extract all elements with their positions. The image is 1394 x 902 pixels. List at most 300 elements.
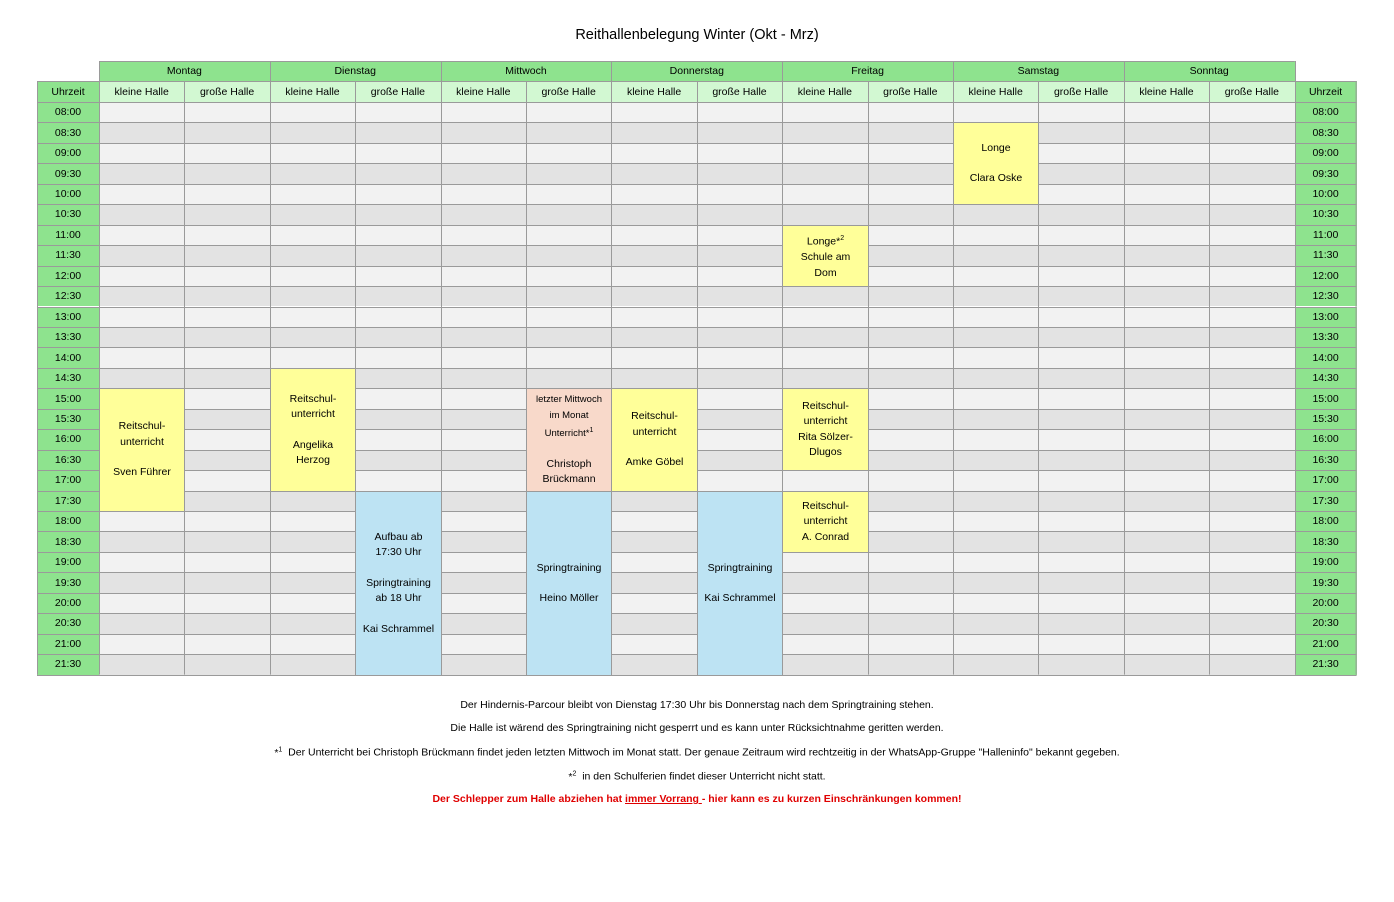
time-slot[interactable] [441, 245, 526, 265]
time-slot[interactable] [355, 225, 440, 245]
time-slot[interactable] [526, 225, 611, 245]
time-slot[interactable] [184, 613, 269, 633]
time-slot[interactable] [270, 143, 355, 163]
time-slot[interactable] [355, 245, 440, 265]
time-slot[interactable] [355, 470, 440, 490]
time-slot[interactable] [526, 347, 611, 367]
time-slot[interactable] [611, 347, 696, 367]
time-slot[interactable] [270, 491, 355, 511]
time-slot[interactable] [1038, 531, 1123, 551]
time-slot[interactable] [1209, 102, 1294, 122]
time-slot[interactable] [441, 184, 526, 204]
time-slot[interactable] [184, 470, 269, 490]
time-slot[interactable] [611, 593, 696, 613]
time-slot[interactable] [868, 634, 953, 654]
time-slot[interactable] [953, 429, 1038, 449]
time-slot[interactable] [1209, 429, 1294, 449]
time-slot[interactable] [953, 286, 1038, 306]
time-slot[interactable] [441, 470, 526, 490]
time-slot[interactable] [1038, 593, 1123, 613]
time-slot[interactable] [697, 307, 782, 327]
time-slot[interactable] [526, 143, 611, 163]
time-slot[interactable] [355, 204, 440, 224]
time-slot[interactable] [99, 266, 184, 286]
time-slot[interactable] [99, 102, 184, 122]
event-dienstag-springtraining[interactable] [355, 491, 442, 676]
time-slot[interactable] [355, 286, 440, 306]
time-slot[interactable] [184, 552, 269, 572]
time-slot[interactable] [270, 122, 355, 142]
time-slot[interactable] [1038, 491, 1123, 511]
time-slot[interactable] [611, 572, 696, 592]
time-slot[interactable] [611, 204, 696, 224]
time-slot[interactable] [1209, 593, 1294, 613]
time-slot[interactable] [611, 491, 696, 511]
time-slot[interactable] [697, 347, 782, 367]
time-slot[interactable] [99, 347, 184, 367]
time-slot[interactable] [611, 184, 696, 204]
time-slot[interactable] [868, 122, 953, 142]
time-slot[interactable] [782, 613, 867, 633]
time-slot[interactable] [697, 102, 782, 122]
time-slot[interactable] [99, 593, 184, 613]
time-slot[interactable] [953, 572, 1038, 592]
time-slot[interactable] [611, 163, 696, 183]
time-slot[interactable] [441, 327, 526, 347]
time-slot[interactable] [526, 327, 611, 347]
time-slot[interactable] [868, 531, 953, 551]
time-slot[interactable] [782, 143, 867, 163]
time-slot[interactable] [953, 102, 1038, 122]
time-slot[interactable] [1038, 613, 1123, 633]
time-slot[interactable] [441, 307, 526, 327]
time-slot[interactable] [697, 286, 782, 306]
time-slot[interactable] [782, 204, 867, 224]
time-slot[interactable] [441, 531, 526, 551]
time-slot[interactable] [270, 266, 355, 286]
time-slot[interactable] [868, 613, 953, 633]
time-slot[interactable] [184, 572, 269, 592]
time-slot[interactable] [1124, 429, 1209, 449]
time-slot[interactable] [184, 409, 269, 429]
time-slot[interactable] [184, 122, 269, 142]
time-slot[interactable] [1038, 368, 1123, 388]
event-montag-reitschule[interactable] [99, 388, 185, 512]
time-slot[interactable] [697, 184, 782, 204]
time-slot[interactable] [1124, 572, 1209, 592]
time-slot[interactable] [355, 102, 440, 122]
time-slot[interactable] [526, 368, 611, 388]
time-slot[interactable] [697, 245, 782, 265]
time-slot[interactable] [1038, 470, 1123, 490]
time-slot[interactable] [611, 511, 696, 531]
time-slot[interactable] [99, 245, 184, 265]
time-slot[interactable] [953, 654, 1038, 674]
time-slot[interactable] [868, 102, 953, 122]
time-slot[interactable] [270, 593, 355, 613]
time-slot[interactable] [526, 307, 611, 327]
time-slot[interactable] [1038, 572, 1123, 592]
time-slot[interactable] [611, 225, 696, 245]
time-slot[interactable] [697, 327, 782, 347]
time-slot[interactable] [526, 184, 611, 204]
time-slot[interactable] [1209, 307, 1294, 327]
time-slot[interactable] [1124, 470, 1209, 490]
time-slot[interactable] [99, 531, 184, 551]
time-slot[interactable] [1209, 470, 1294, 490]
time-slot[interactable] [868, 143, 953, 163]
time-slot[interactable] [441, 654, 526, 674]
time-slot[interactable] [953, 347, 1038, 367]
time-slot[interactable] [184, 225, 269, 245]
event-samstag-longe[interactable] [953, 122, 1039, 205]
time-slot[interactable] [953, 613, 1038, 633]
time-slot[interactable] [355, 409, 440, 429]
time-slot[interactable] [1209, 143, 1294, 163]
time-slot[interactable] [441, 511, 526, 531]
time-slot[interactable] [782, 347, 867, 367]
time-slot[interactable] [1038, 245, 1123, 265]
time-slot[interactable] [868, 593, 953, 613]
time-slot[interactable] [441, 143, 526, 163]
time-slot[interactable] [1209, 572, 1294, 592]
time-slot[interactable] [953, 470, 1038, 490]
time-slot[interactable] [953, 531, 1038, 551]
time-slot[interactable] [184, 347, 269, 367]
time-slot[interactable] [355, 327, 440, 347]
time-slot[interactable] [1124, 654, 1209, 674]
time-slot[interactable] [441, 593, 526, 613]
time-slot[interactable] [697, 163, 782, 183]
time-slot[interactable] [868, 347, 953, 367]
time-slot[interactable] [270, 572, 355, 592]
time-slot[interactable] [270, 184, 355, 204]
time-slot[interactable] [1124, 245, 1209, 265]
time-slot[interactable] [184, 245, 269, 265]
time-slot[interactable] [99, 286, 184, 306]
time-slot[interactable] [1038, 409, 1123, 429]
time-slot[interactable] [1038, 286, 1123, 306]
time-slot[interactable] [1124, 531, 1209, 551]
time-slot[interactable] [782, 593, 867, 613]
time-slot[interactable] [1209, 225, 1294, 245]
time-slot[interactable] [697, 122, 782, 142]
time-slot[interactable] [611, 122, 696, 142]
time-slot[interactable] [1038, 102, 1123, 122]
time-slot[interactable] [1209, 163, 1294, 183]
time-slot[interactable] [99, 163, 184, 183]
time-slot[interactable] [1038, 204, 1123, 224]
time-slot[interactable] [270, 511, 355, 531]
time-slot[interactable] [1038, 266, 1123, 286]
time-slot[interactable] [99, 572, 184, 592]
time-slot[interactable] [953, 409, 1038, 429]
time-slot[interactable] [355, 122, 440, 142]
time-slot[interactable] [184, 593, 269, 613]
time-slot[interactable] [1038, 511, 1123, 531]
time-slot[interactable] [1124, 122, 1209, 142]
time-slot[interactable] [270, 634, 355, 654]
time-slot[interactable] [441, 613, 526, 633]
time-slot[interactable] [355, 450, 440, 470]
time-slot[interactable] [1124, 204, 1209, 224]
time-slot[interactable] [441, 122, 526, 142]
time-slot[interactable] [270, 307, 355, 327]
time-slot[interactable] [270, 347, 355, 367]
time-slot[interactable] [697, 409, 782, 429]
time-slot[interactable] [270, 327, 355, 347]
time-slot[interactable] [1124, 552, 1209, 572]
time-slot[interactable] [355, 143, 440, 163]
time-slot[interactable] [611, 634, 696, 654]
time-slot[interactable] [868, 491, 953, 511]
time-slot[interactable] [1124, 409, 1209, 429]
time-slot[interactable] [953, 593, 1038, 613]
time-slot[interactable] [611, 102, 696, 122]
time-slot[interactable] [270, 552, 355, 572]
time-slot[interactable] [1124, 286, 1209, 306]
time-slot[interactable] [782, 654, 867, 674]
time-slot[interactable] [1124, 327, 1209, 347]
time-slot[interactable] [441, 204, 526, 224]
time-slot[interactable] [782, 368, 867, 388]
time-slot[interactable] [1209, 613, 1294, 633]
time-slot[interactable] [441, 388, 526, 408]
time-slot[interactable] [441, 634, 526, 654]
time-slot[interactable] [697, 429, 782, 449]
time-slot[interactable] [868, 388, 953, 408]
time-slot[interactable] [1038, 450, 1123, 470]
time-slot[interactable] [441, 491, 526, 511]
time-slot[interactable] [1124, 102, 1209, 122]
time-slot[interactable] [184, 266, 269, 286]
time-slot[interactable] [1038, 654, 1123, 674]
time-slot[interactable] [1209, 511, 1294, 531]
time-slot[interactable] [441, 163, 526, 183]
time-slot[interactable] [1124, 613, 1209, 633]
time-slot[interactable] [868, 572, 953, 592]
time-slot[interactable] [99, 634, 184, 654]
time-slot[interactable] [270, 654, 355, 674]
time-slot[interactable] [868, 266, 953, 286]
time-slot[interactable] [441, 347, 526, 367]
time-slot[interactable] [1209, 388, 1294, 408]
time-slot[interactable] [611, 368, 696, 388]
time-slot[interactable] [697, 470, 782, 490]
time-slot[interactable] [611, 327, 696, 347]
time-slot[interactable] [99, 204, 184, 224]
time-slot[interactable] [1209, 184, 1294, 204]
event-freitag-longe[interactable] [782, 225, 869, 287]
time-slot[interactable] [1124, 266, 1209, 286]
time-slot[interactable] [355, 388, 440, 408]
time-slot[interactable] [868, 307, 953, 327]
time-slot[interactable] [99, 327, 184, 347]
time-slot[interactable] [1038, 307, 1123, 327]
time-slot[interactable] [99, 143, 184, 163]
time-slot[interactable] [1038, 225, 1123, 245]
time-slot[interactable] [441, 368, 526, 388]
time-slot[interactable] [953, 266, 1038, 286]
time-slot[interactable] [697, 225, 782, 245]
time-slot[interactable] [868, 552, 953, 572]
time-slot[interactable] [184, 327, 269, 347]
time-slot[interactable] [782, 163, 867, 183]
time-slot[interactable] [782, 307, 867, 327]
event-freitag-reitschule-1[interactable] [782, 388, 869, 471]
time-slot[interactable] [1124, 450, 1209, 470]
event-donnerstag-reitschule[interactable] [611, 388, 698, 492]
time-slot[interactable] [270, 163, 355, 183]
time-slot[interactable] [782, 184, 867, 204]
time-slot[interactable] [1209, 450, 1294, 470]
time-slot[interactable] [697, 450, 782, 470]
time-slot[interactable] [441, 225, 526, 245]
time-slot[interactable] [355, 163, 440, 183]
time-slot[interactable] [697, 368, 782, 388]
time-slot[interactable] [1209, 266, 1294, 286]
time-slot[interactable] [697, 143, 782, 163]
time-slot[interactable] [953, 491, 1038, 511]
time-slot[interactable] [184, 388, 269, 408]
time-slot[interactable] [184, 163, 269, 183]
time-slot[interactable] [99, 654, 184, 674]
time-slot[interactable] [441, 552, 526, 572]
time-slot[interactable] [1124, 491, 1209, 511]
time-slot[interactable] [782, 572, 867, 592]
time-slot[interactable] [953, 225, 1038, 245]
time-slot[interactable] [868, 204, 953, 224]
time-slot[interactable] [184, 204, 269, 224]
time-slot[interactable] [184, 450, 269, 470]
time-slot[interactable] [270, 286, 355, 306]
time-slot[interactable] [1124, 593, 1209, 613]
time-slot[interactable] [1124, 388, 1209, 408]
time-slot[interactable] [441, 409, 526, 429]
time-slot[interactable] [184, 184, 269, 204]
time-slot[interactable] [1209, 409, 1294, 429]
time-slot[interactable] [782, 634, 867, 654]
time-slot[interactable] [782, 102, 867, 122]
time-slot[interactable] [355, 184, 440, 204]
time-slot[interactable] [868, 184, 953, 204]
time-slot[interactable] [526, 163, 611, 183]
time-slot[interactable] [184, 531, 269, 551]
event-freitag-reitschule-2[interactable] [782, 491, 869, 553]
time-slot[interactable] [953, 634, 1038, 654]
event-donnerstag-springtraining[interactable] [697, 491, 783, 676]
time-slot[interactable] [953, 552, 1038, 572]
time-slot[interactable] [441, 266, 526, 286]
time-slot[interactable] [1038, 552, 1123, 572]
time-slot[interactable] [1124, 163, 1209, 183]
time-slot[interactable] [1038, 347, 1123, 367]
time-slot[interactable] [868, 163, 953, 183]
time-slot[interactable] [441, 572, 526, 592]
time-slot[interactable] [526, 204, 611, 224]
time-slot[interactable] [184, 286, 269, 306]
time-slot[interactable] [99, 368, 184, 388]
time-slot[interactable] [953, 511, 1038, 531]
time-slot[interactable] [1209, 531, 1294, 551]
time-slot[interactable] [270, 225, 355, 245]
time-slot[interactable] [697, 266, 782, 286]
time-slot[interactable] [184, 511, 269, 531]
time-slot[interactable] [868, 368, 953, 388]
time-slot[interactable] [1209, 327, 1294, 347]
time-slot[interactable] [868, 511, 953, 531]
time-slot[interactable] [441, 429, 526, 449]
event-mittwoch-springtraining[interactable] [526, 491, 612, 676]
time-slot[interactable] [953, 450, 1038, 470]
event-mittwoch-letzter[interactable] [526, 388, 612, 492]
time-slot[interactable] [611, 143, 696, 163]
time-slot[interactable] [526, 102, 611, 122]
time-slot[interactable] [1124, 511, 1209, 531]
time-slot[interactable] [355, 307, 440, 327]
time-slot[interactable] [868, 470, 953, 490]
time-slot[interactable] [1209, 245, 1294, 265]
time-slot[interactable] [611, 245, 696, 265]
time-slot[interactable] [99, 307, 184, 327]
time-slot[interactable] [99, 552, 184, 572]
time-slot[interactable] [953, 245, 1038, 265]
time-slot[interactable] [782, 286, 867, 306]
time-slot[interactable] [611, 307, 696, 327]
event-dienstag-reitschule[interactable] [270, 368, 356, 492]
time-slot[interactable] [697, 204, 782, 224]
time-slot[interactable] [99, 122, 184, 142]
time-slot[interactable] [782, 122, 867, 142]
time-slot[interactable] [99, 184, 184, 204]
time-slot[interactable] [1038, 122, 1123, 142]
time-slot[interactable] [953, 327, 1038, 347]
time-slot[interactable] [611, 266, 696, 286]
time-slot[interactable] [1209, 286, 1294, 306]
time-slot[interactable] [953, 368, 1038, 388]
time-slot[interactable] [1124, 307, 1209, 327]
time-slot[interactable] [868, 327, 953, 347]
time-slot[interactable] [1209, 491, 1294, 511]
time-slot[interactable] [611, 552, 696, 572]
time-slot[interactable] [1038, 429, 1123, 449]
time-slot[interactable] [526, 245, 611, 265]
time-slot[interactable] [868, 225, 953, 245]
time-slot[interactable] [1038, 143, 1123, 163]
time-slot[interactable] [441, 450, 526, 470]
time-slot[interactable] [611, 531, 696, 551]
time-slot[interactable] [184, 307, 269, 327]
time-slot[interactable] [1209, 204, 1294, 224]
time-slot[interactable] [441, 286, 526, 306]
time-slot[interactable] [611, 654, 696, 674]
time-slot[interactable] [1209, 552, 1294, 572]
time-slot[interactable] [1038, 388, 1123, 408]
time-slot[interactable] [355, 266, 440, 286]
time-slot[interactable] [953, 204, 1038, 224]
time-slot[interactable] [1209, 122, 1294, 142]
time-slot[interactable] [868, 286, 953, 306]
time-slot[interactable] [184, 143, 269, 163]
time-slot[interactable] [1209, 368, 1294, 388]
time-slot[interactable] [1124, 143, 1209, 163]
time-slot[interactable] [1038, 327, 1123, 347]
time-slot[interactable] [270, 531, 355, 551]
time-slot[interactable] [526, 122, 611, 142]
time-slot[interactable] [782, 552, 867, 572]
time-slot[interactable] [782, 327, 867, 347]
time-slot[interactable] [270, 102, 355, 122]
